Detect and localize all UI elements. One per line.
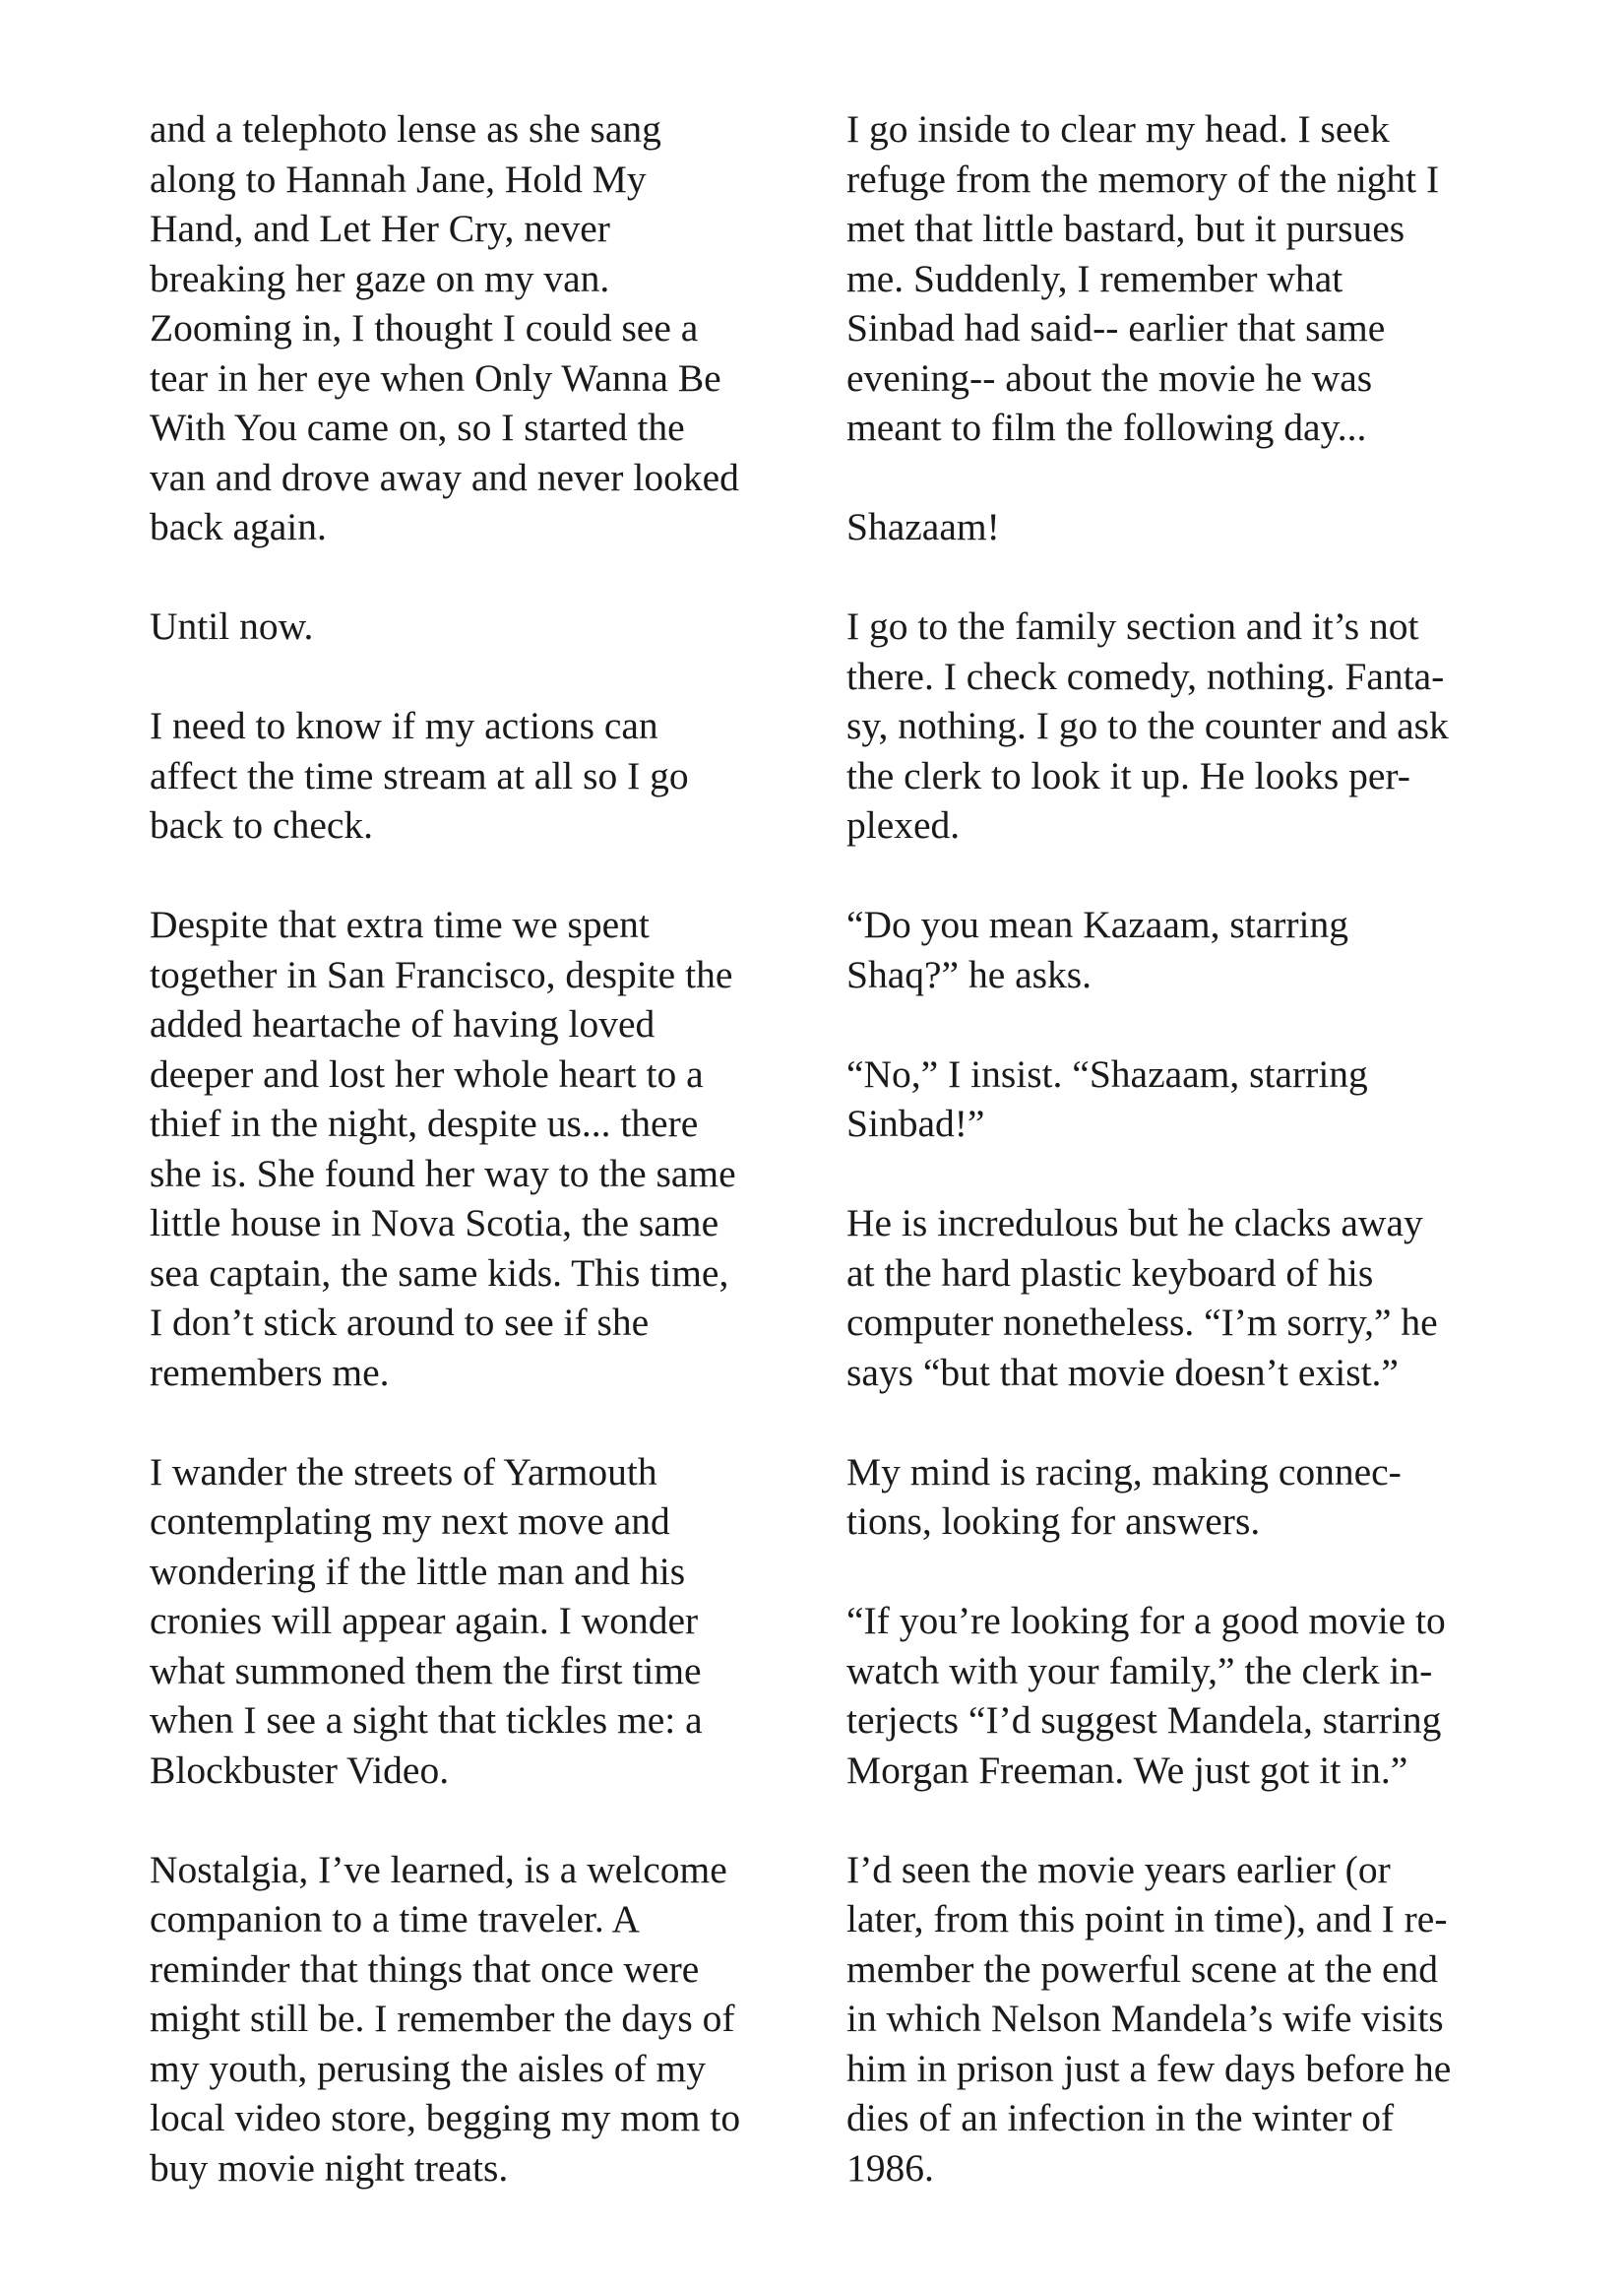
text-line: He is incredulous but he clacks away: [846, 1201, 1423, 1244]
text-line: contemplating my next move and: [150, 1499, 670, 1543]
text-line: breaking her gaze on my van.: [150, 256, 610, 300]
text-line: I go inside to clear my head. I seek: [846, 107, 1390, 151]
paragraph: [846, 1845, 1535, 2194]
text-line: at the hard plastic keyboard of his: [846, 1250, 1374, 1295]
paragraph: [846, 104, 1535, 453]
text-line: Shazaam!: [846, 505, 1000, 548]
text-line: later, from this point in time), and I re-: [846, 1897, 1448, 1940]
text-line: tear in her eye when Only Wanna Be: [150, 355, 721, 400]
left-column: [150, 104, 839, 2243]
text-line: back to check.: [150, 803, 374, 847]
text-line: along to Hannah Jane, Hold My: [150, 157, 647, 201]
text-line: Until now.: [150, 604, 314, 648]
text-line: him in prison just a few days before he: [846, 2046, 1452, 2090]
text-line: evening-- about the movie he was: [846, 355, 1373, 400]
text-line: remembers me.: [150, 1350, 390, 1394]
text-line: Blockbuster Video.: [150, 1748, 450, 1792]
text-line: might still be. I remember the days of: [150, 1997, 735, 2040]
right-column: [846, 104, 1535, 2243]
text-line: member the powerful scene at the end: [846, 1946, 1439, 1991]
paragraph: [846, 900, 1535, 999]
paragraph: [150, 1447, 839, 1796]
paragraph: [150, 602, 839, 652]
text-line: little house in Nova Scotia, the same: [150, 1201, 719, 1244]
text-line: what summoned them the first time: [150, 1648, 702, 1692]
text-line: I wander the streets of Yarmouth: [150, 1449, 657, 1494]
paragraph: [150, 900, 839, 1397]
text-line: I go to the family section and it’s not: [846, 604, 1419, 648]
text-line: in which Nelson Mandela’s wife visits: [846, 1997, 1444, 2040]
paragraph: [846, 602, 1535, 851]
text-line: “No,” I insist. “Shazaam, starring: [846, 1051, 1368, 1096]
text-line: van and drove away and never looked: [150, 455, 739, 499]
paragraph: [150, 1845, 839, 2194]
text-line: when I see a sight that tickles me: a: [150, 1698, 703, 1742]
text-line: sea captain, the same kids. This time,: [150, 1250, 729, 1295]
text-line: plexed.: [846, 803, 961, 847]
text-line: together in San Francisco, despite the: [150, 952, 733, 996]
text-line: computer nonetheless. “I’m sorry,” he: [846, 1301, 1438, 1344]
text-line: I don’t stick around to see if she: [150, 1301, 650, 1344]
text-line: Hand, and Let Her Cry, never: [150, 207, 610, 250]
text-line: “If you’re looking for a good movie to: [846, 1599, 1446, 1642]
text-line: I’d seen the movie years earlier (or: [846, 1847, 1391, 1891]
text-line: dies of an infection in the winter of: [846, 2096, 1395, 2139]
text-line: met that little bastard, but it pursues: [846, 207, 1405, 250]
paragraph: [846, 1198, 1535, 1397]
text-line: My mind is racing, making connec-: [846, 1449, 1402, 1494]
text-line: Sinbad had said-- earlier that same: [846, 306, 1386, 350]
text-line: Nostalgia, I’ve learned, is a welcome: [150, 1847, 727, 1891]
text-line: she is. She found her way to the same: [150, 1151, 736, 1195]
paragraph: [846, 1049, 1535, 1149]
text-line: terjects “I’d suggest Mandela, starring: [846, 1698, 1442, 1742]
text-line: 1986.: [846, 2145, 934, 2190]
text-line: cronies will appear again. I wonder: [150, 1599, 699, 1642]
text-line: the clerk to look it up. He looks per-: [846, 753, 1410, 797]
text-line: me. Suddenly, I remember what: [846, 256, 1343, 300]
text-line: With You came on, so I started the: [150, 406, 685, 449]
text-line: refuge from the memory of the night I: [846, 157, 1440, 201]
text-line: deeper and lost her whole heart to a: [150, 1051, 704, 1096]
text-line: there. I check comedy, nothing. Fanta-: [846, 654, 1445, 698]
text-line: my youth, perusing the aisles of my: [150, 2046, 706, 2090]
text-line: Shaq?” he asks.: [846, 952, 1092, 996]
text-line: companion to a time traveler. A: [150, 1897, 640, 1940]
paragraph: [150, 701, 839, 851]
text-line: affect the time stream at all so I go: [150, 753, 689, 797]
text-line: Despite that extra time we spent: [150, 903, 650, 946]
text-line: added heartache of having loved: [150, 1002, 656, 1046]
text-line: reminder that things that once were: [150, 1946, 700, 1991]
paragraph: [846, 502, 1535, 552]
text-line: says “but that movie doesn’t exist.”: [846, 1350, 1399, 1394]
text-line: and a telephoto lense as she sang: [150, 107, 661, 151]
text-line: watch with your family,” the clerk in-: [846, 1648, 1433, 1692]
text-line: back again.: [150, 505, 327, 548]
text-line: I need to know if my actions can: [150, 704, 658, 747]
text-line: Sinbad!”: [846, 1102, 985, 1145]
text-line: wondering if the little man and his: [150, 1549, 686, 1593]
text-line: local video store, begging my mom to: [150, 2096, 741, 2139]
paragraph: [846, 1596, 1535, 1795]
text-line: “Do you mean Kazaam, starring: [846, 903, 1349, 946]
text-line: tions, looking for answers.: [846, 1499, 1261, 1543]
text-line: meant to film the following day...: [846, 406, 1367, 449]
text-line: thief in the night, despite us... there: [150, 1102, 699, 1145]
paragraph: [150, 104, 839, 552]
text-line: Zooming in, I thought I could see a: [150, 306, 699, 350]
text-line: sy, nothing. I go to the counter and ask: [846, 704, 1449, 747]
text-line: Morgan Freeman. We just got it in.”: [846, 1748, 1408, 1792]
paragraph: [846, 1447, 1535, 1547]
text-line: buy movie night treats.: [150, 2145, 509, 2190]
